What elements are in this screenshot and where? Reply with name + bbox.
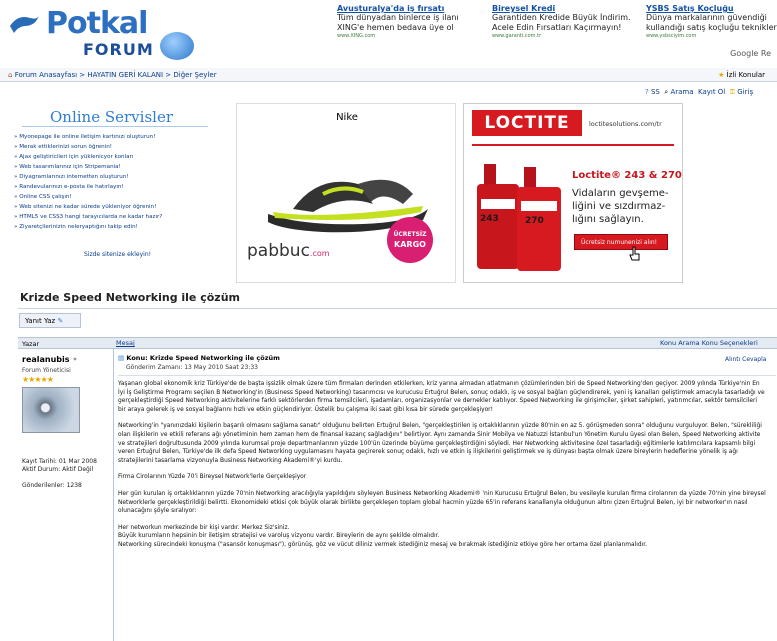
post-paragraph: Yaşanan global ekonomik kriz Türkiye'de de başta işsizlik olmak üzere tüm firmaları derinden etkilerken, kriz yarına almadan atlatmanın çözümlerinden biri de Speed Networking'den geçiyor. 2009 yılında Türkiye'nin En İyi İş Geliştirme Programı seçilen B Networking'in (Business Speed Networking) tasarımcısı ve kurucusu Ertuğrul Belen, sonuç odaklı, iş ve sosyal bağları güçlendirerek, yeni iş kanalları geliştirmek amacıyla tasarladığı ve gerçekleştirdiği Speed Networking aktivitelerine farklı sektörlerden firma temsilcileri, işadamları, organizasyonlar ve dernekler katılıyor. Speed Networking ile girişimciler, şirket sahipleri, yatırımcılar, sektör temsilcileri bir araya gelerek iş ve sosyal bağlarını hızlı ve etkin güçlendiriyor. Üstelik bu çalışma iki saat gibi kısa bir sürede gerçekleşiyor!: [118, 381, 765, 413]
avatar: [22, 387, 80, 433]
topic-actions[interactable]: Konu Arama Konu Seçenekleri: [660, 339, 758, 347]
online-services-title: Online Servisler: [50, 108, 173, 126]
service-link[interactable]: » HTML5 ve CSS3 hangi tarayıcılarda ne kadar hazır?: [14, 214, 163, 220]
store-name: pabbuc: [247, 241, 310, 261]
nike-banner-ad[interactable]: [236, 103, 456, 283]
service-link[interactable]: » Ajax geliştiricileri için yüklenicyor konları: [14, 154, 134, 160]
join-date: Kayıt Tarihi: 01 Mar 2008: [22, 458, 97, 465]
service-link[interactable]: » Web sitenizi ne kadar sürede yükleniyor öğrenin!: [14, 204, 157, 210]
service-link[interactable]: » Online CSS çalışın!: [14, 194, 72, 200]
product-name: Loctite® 243 & 270: [572, 170, 682, 181]
ad-line: Tüm dünyadan binlerce iş ilanı: [337, 13, 459, 22]
posts-table-header: [18, 337, 777, 349]
text-ad-3[interactable]: [646, 4, 777, 39]
author-panel: [22, 355, 112, 490]
author-column-header: Yazar: [22, 340, 40, 348]
post-icon: ▤: [118, 354, 125, 362]
banner-brand: Nike: [336, 112, 358, 123]
post-actions[interactable]: Alıntı Cevapla: [725, 356, 767, 363]
chat-bubble-icon: [160, 32, 194, 60]
title-divider: [18, 308, 777, 309]
ad-line: XING'e hemen bedava üye ol: [337, 23, 454, 32]
text-ad-1[interactable]: [337, 4, 487, 39]
ad-line: Acele Edin Fırsatları Kaçırmayın!: [492, 23, 622, 32]
pabbuc-logo: [247, 241, 330, 261]
offline-status-icon: •: [72, 355, 78, 364]
star-icon: ★: [718, 71, 725, 79]
service-link[interactable]: » Myonepage ile online iletişim kartınızı oluşturun!: [14, 134, 156, 140]
ad-line: Dünya markalarının güvendiği: [646, 13, 767, 22]
logo-title: Potkal: [46, 6, 148, 41]
store-suffix: .com: [309, 249, 330, 258]
ad-url: www.XING.com: [337, 33, 376, 39]
post-subject-row: [118, 354, 777, 362]
service-link[interactable]: » Randevularınızı e-posta ile hatırlayın!: [14, 184, 124, 190]
bottle-label-2: 270: [525, 216, 544, 226]
service-link[interactable]: » Web tasarımlarınız için Stripemania!: [14, 164, 121, 170]
message-column-header[interactable]: Mesaj: [116, 339, 135, 347]
login-icon: ⚿: [729, 88, 736, 96]
home-icon: ⌂: [8, 71, 13, 79]
watched-topics-link[interactable]: [718, 71, 765, 79]
column-divider: [113, 349, 114, 641]
service-link[interactable]: » Merak ettiklerinizi sorun öğrenin!: [14, 144, 113, 150]
post-paragraph: Networking'in "yanınızdaki kişilerin başarılı olmasını sağlama sanatı" olduğunu belirten Ertuğrul Belen, "gerçekleştirilen iş ortaklıklarının yüzde 80'nin en az 5. görüşmeden sonra" olduğunu vurguluyor. Belen, "sürekliliği olan ilişkilerin ve etkili referans ağı yönetiminin hem zaman hem de finansal kazanç sağladığını" belirtiyor. Aynı zamanda Sinir Mobilya ve Natuzzi İstanbul'un Yönetim Kurulu üyesi olan Belen, Speed Networking aktivite ve stratejileri doğrultusunda 2009 yılında kurumsal proje departmanlarının yüzde 100'ün üzerinde büyüme gerçekleştirdiğini söyledi. Her Networking aktivitesine özel tasarladığı eğitimlerle katılımcılara kapsamlı bilgi veren Ertuğrul Belen, Türkiye'de ilk defa Speed Networking uygulamasını hayata geçirerek sonuç odaklı, hızlı ve etkin iş ilişkilerini geliştirmek ve iş dünyası başta olmak üzere bireylerin hedeflerine yönelik iş ağı stratejilerini tasarlama vizyonuyla Business Networking Akademi®'yi kurdu.: [118, 423, 762, 464]
rank-stars: ★★★★★: [22, 375, 53, 384]
author-name[interactable]: realanubis: [22, 355, 70, 364]
google-ads-label[interactable]: Google Re: [730, 49, 771, 58]
post-date: Gönderim Zamanı: 13 May 2010 Saat 23:33: [126, 364, 258, 371]
author-role: Forum Yöneticisi: [22, 367, 71, 374]
bird-icon: [8, 12, 40, 34]
top-links: [645, 88, 753, 97]
post-header: [118, 354, 777, 371]
faq-icon: ?: [645, 88, 649, 96]
ad-title[interactable]: Avusturalya'da iş fırsatı: [337, 4, 445, 13]
badge-line-2: KARGO: [394, 240, 426, 249]
ad-url: www.ysbsciyim.com: [646, 33, 697, 39]
loctite-banner-ad[interactable]: [463, 103, 683, 283]
post-count: Gönderilenler: 1238: [22, 482, 82, 489]
post-paragraph: Büyük kurumların hepsinin bir iletişim stratejisi ve varoluş vizyonu vardır. Bireylerin de aynı şekilde olmalıdır.: [118, 533, 440, 540]
watched-topics-label: İzli Konular: [726, 71, 765, 79]
bottle-label-1: 243: [480, 214, 499, 224]
copy-line: Vidaların gevşeme-: [572, 188, 669, 199]
search-icon: ⌕: [664, 88, 669, 96]
author-meta: [22, 458, 112, 490]
copy-line: lığını sağlayın.: [572, 214, 644, 225]
free-sample-button[interactable]: Ücretsiz numunenizi alın!: [574, 234, 668, 250]
faq-link[interactable]: SS: [650, 88, 660, 96]
ad-line: kullandığı satış koçluğu teknikler: [646, 23, 777, 32]
breadcrumb[interactable]: [8, 71, 217, 79]
search-link[interactable]: Arama: [670, 88, 694, 96]
post-body: [118, 380, 766, 558]
thread-title: Krizde Speed Networking ile çözüm: [20, 291, 240, 304]
post-subject: Konu: Krizde Speed Networking ile çözüm: [126, 354, 280, 362]
post-paragraph: Networking sürecindeki konuşma ("asansör konuşması"), görünüş, göz ve vücut diliniz vermek istediğiniz mesaj ve bırakmak istediğiniz etkiye göre her ortama özel planlanmalıdır.: [118, 541, 648, 548]
register-link[interactable]: Kayıt Ol: [697, 88, 726, 96]
login-link[interactable]: Giriş: [737, 88, 754, 96]
post-paragraph: Her gün kurulan iş ortaklıklarının yüzde 70'nin Networking aracılığıyla yapıldığını söyleyen Business Networking Akademi® 'nin Kurucusu Ertuğrul Belen, bu vesileyle kurulan firma cirolarının da yüzde 70'nin yine bireysel Networklerle gerçekleştirildiği belirtti. Ekonomideki etkisi çok büyük olarak birlikte gerçekleşen toplam global hacmin yüzde 65'in referans kanallarıyla olduğunun altını çizen Ertuğrul Belen, iyi bir networker'ın nasıl olunacağını şöyle sıralıyor:: [118, 490, 766, 515]
services-list: [14, 132, 214, 232]
product-copy: [572, 187, 668, 226]
text-ad-2[interactable]: [492, 4, 642, 39]
logo-subtitle: FORUM: [83, 40, 154, 59]
loctite-url: loctitesolutions.com/tr: [589, 120, 662, 128]
ad-line: Garantiden Kredide Büyük İndirim.: [492, 13, 631, 22]
post-paragraph: Firma Cirolarının Yüzde 70'i Bireysel Network'lerle Gerçekleşiyor: [118, 474, 307, 481]
badge-line-1: ÜCRETSİZ: [393, 231, 427, 238]
title-underline: [22, 126, 208, 127]
breadcrumb-text[interactable]: Forum Anasayfası > HAYATIN GERİ KALANI > Diğer Şeyler: [14, 71, 217, 79]
author-name-row: [22, 355, 112, 364]
service-link[interactable]: » Diyagramlarınızı internetten oluşturun!: [14, 174, 129, 180]
service-link[interactable]: » Ziyaretçilerinizin neleryaptığını takip edin!: [14, 224, 138, 230]
add-to-site-link[interactable]: Sizde sitenize ekleyin!: [84, 251, 152, 258]
reply-icon: ✎: [57, 317, 64, 325]
post-paragraph: Her networkun merkezinde bir kişi vardır. Merkez Siz'siniz.: [118, 524, 290, 531]
ad-title[interactable]: YSBS Satış Koçluğu: [646, 4, 734, 13]
ad-url: www.garanti.com.tr: [492, 33, 542, 39]
post-header-divider: [118, 375, 776, 376]
reply-label: Yanıt Yaz: [25, 317, 56, 325]
ad-title[interactable]: Bireysel Kredi: [492, 4, 556, 13]
site-logo[interactable]: [8, 2, 193, 64]
banner-rule: [472, 144, 674, 146]
free-shipping-badge: [387, 217, 433, 263]
online-status: Aktif Durum: Aktif Değil: [22, 466, 94, 473]
copy-line: liğini ve sızdırmaz-: [572, 201, 666, 212]
loctite-logo: LOCTITE: [472, 110, 582, 136]
cursor-icon: [629, 246, 641, 262]
reply-button[interactable]: [19, 313, 81, 328]
